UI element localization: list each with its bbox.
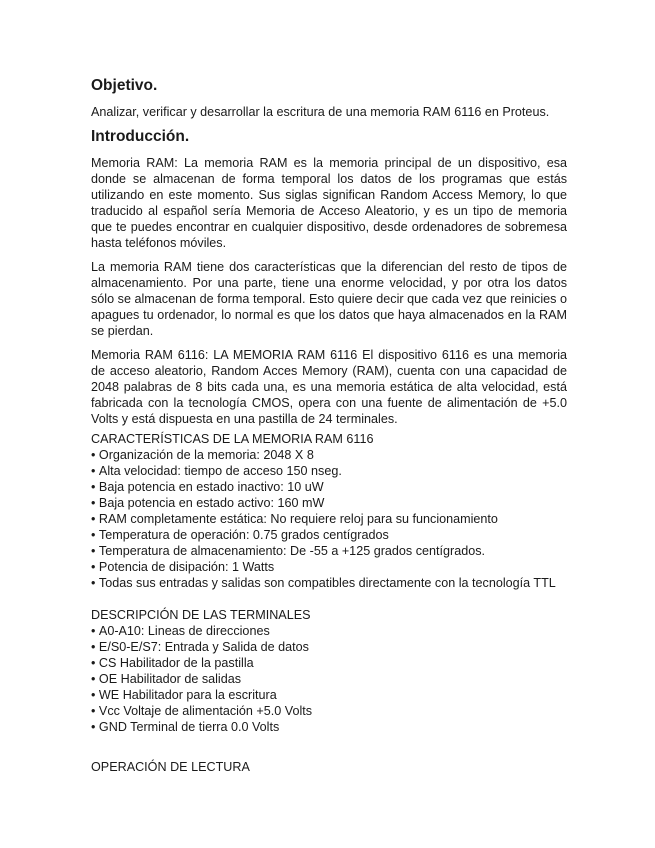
list-item: • Todas sus entradas y salidas son compatibles directamente con la tecnología TTL [91, 575, 567, 591]
intro-paragraph-ram: Memoria RAM: La memoria RAM es la memoria principal de un dispositivo, esa donde se almacenan de forma temporal los datos de los programas que estás utilizando en este momento. Sus siglas significan Random Access Memory, lo que traducido al español sería Memoria de Acceso Aleatorio, y es un tipo de memoria que te puedes encontrar en cualquier dispositivo, desde ordenadores de sobremesa hasta teléfonos móviles. [91, 156, 567, 250]
list-item: • Vcc Voltaje de alimentación +5.0 Volts [91, 703, 567, 719]
lectura-heading: OPERACIÓN DE LECTURA [91, 760, 250, 774]
list-item: • WE Habilitador para la escritura [91, 687, 567, 703]
list-item: • Temperatura de almacenamiento: De -55 a +125 grados centígrados. [91, 543, 567, 559]
list-item: • CS Habilitador de la pastilla [91, 655, 567, 671]
intro-paragraph-caracteristicas: La memoria RAM tiene dos características que la diferencian del resto de tipos de almacenamiento. Por una parte, tiene una enorme velocidad, y por otra los datos sólo se almacenan de forma temporal. Esto quiere decir que cada vez que reinicies o apagues tu ordenador, lo normal es que los datos que haya almacenados en la RAM se pierdan. [91, 260, 567, 338]
list-item: • A0-A10: Lineas de direcciones [91, 623, 567, 639]
introduccion-heading: Introducción. [91, 128, 190, 145]
list-item: • OE Habilitador de salidas [91, 671, 567, 687]
list-item: • Baja potencia en estado activo: 160 mW [91, 495, 567, 511]
objetivo-heading: Objetivo. [91, 77, 158, 94]
list-item: • Baja potencia en estado inactivo: 10 uW [91, 479, 567, 495]
list-item: • Alta velocidad: tiempo de acceso 150 nseg. [91, 463, 567, 479]
list-item: • Temperatura de operación: 0.75 grados centígrados [91, 527, 567, 543]
list-item: • GND Terminal de tierra 0.0 Volts [91, 719, 567, 735]
list-item: • Organización de la memoria: 2048 X 8 [91, 447, 567, 463]
list-item: • Potencia de disipación: 1 Watts [91, 559, 567, 575]
terminales-list [91, 623, 567, 735]
intro-paragraph-6116: Memoria RAM 6116: LA MEMORIA RAM 6116 El dispositivo 6116 es una memoria de acceso aleatorio, Random Acces Memory (RAM), cuenta con una capacidad de 2048 palabras de 8 bits cada una, es una memoria estática de alta velocidad, está fabricada con la tecnología CMOS, opera con una fuente de alimentación de +5.0 Volts y está dispuesta en una pastilla de 24 terminales. [91, 348, 567, 426]
objetivo-text: Analizar, verificar y desarrollar la escritura de una memoria RAM 6116 en Proteus. [91, 105, 550, 119]
document-page [91, 76, 567, 775]
caracteristicas-heading: CARACTERÍSTICAS DE LA MEMORIA RAM 6116 [91, 432, 374, 446]
list-item: • RAM completamente estática: No requiere reloj para su funcionamiento [91, 511, 567, 527]
caracteristicas-list [91, 447, 567, 591]
terminales-heading: DESCRIPCIÓN DE LAS TERMINALES [91, 608, 311, 622]
list-item: • E/S0-E/S7: Entrada y Salida de datos [91, 639, 567, 655]
